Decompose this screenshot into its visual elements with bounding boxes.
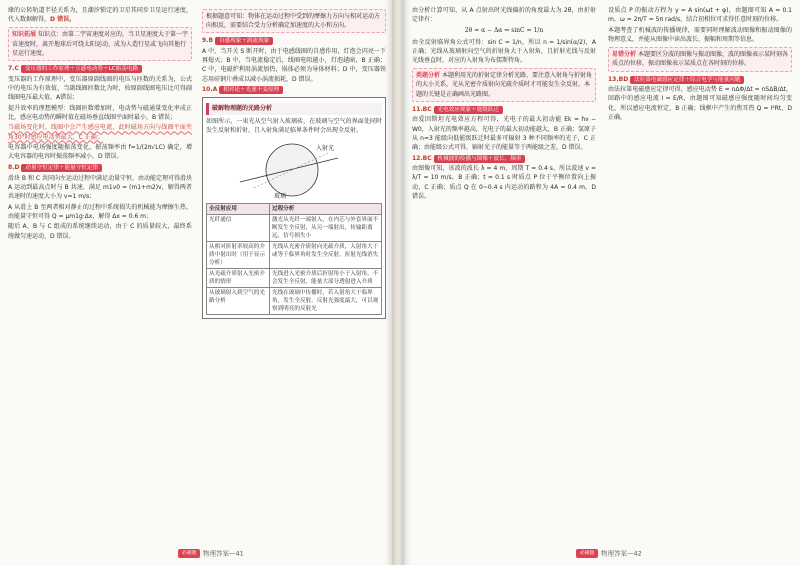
page-number: 物理答案—41 <box>203 549 244 558</box>
medium-label: 玻璃 <box>274 193 287 201</box>
topic-label: 动量守恒定律＋能量守恒定律 <box>21 164 102 172</box>
question-number: 9.B <box>202 37 214 45</box>
question-13 <box>608 75 792 84</box>
question-11 <box>412 105 596 114</box>
paragraph: A 从滑上 B 至两者相对静止的过程中系统损失的机械能为摩擦生热，由能量守恒可得 Q = μm1g·Δx，解得 Δx = 0.6 m； <box>8 203 192 220</box>
paragraph: 变压器的工作原理中，变压器原副线圈的电压与匝数的关系为，公式中的电压为有效值，当副线圈匝数比为时，按原副线圈电压比可得副线圈电压最大值，A错误； <box>8 75 192 102</box>
tip-text: 本题利用光的折射定律分析光路，要注意入射角与折射角的大小关系，光从光密介质射向光疏介质时才可能发生全反射，本题的关键是正确画出光路图。 <box>416 72 592 98</box>
left-page-column-1 <box>8 6 192 546</box>
tip-text: 知识点：由第二宇宙速度对应的，当卫星速度大于第一宇宙速度时，离开地球后可绕太阳运动，成为人造行星或飞向其他行星运行速度。 <box>12 31 188 57</box>
right-page-column-2 <box>608 6 792 546</box>
left-page <box>0 0 392 565</box>
tip-tag: 易错分析 <box>612 51 637 59</box>
paragraph: 由图像可知，该波的波长 λ = 4 m，周期 T = 0.4 s，所以波速 v = λ/T = 10 m/s，B 正确；t = 0.1 s 时质点 P 位于平衡位置向上振动，C 正确；质点 Q 在 0~0.4 s 内运动的路程为 4A = 0.4 m，D 错误。 <box>412 165 596 200</box>
table-row: 从光疏介质射入光密介质的情形 光线进入光密介质后折射角小于入射角，不会发生全反射，能量大部分透射进入介质 <box>207 269 382 288</box>
topic-label: 相对论＋光速不变原理 <box>219 86 283 94</box>
topic-label: 机械波的传播与图像＋波长、频率 <box>434 155 526 163</box>
question-number: 10.A <box>202 86 218 94</box>
formula: 2θ = α − Δα ⇒ sinC = 1/n <box>464 27 544 35</box>
left-page-column-2 <box>202 6 386 546</box>
question-7 <box>8 64 192 73</box>
table-header: 全反射应用 <box>207 204 270 215</box>
table-header: 过程分析 <box>269 204 381 215</box>
book-gutter <box>392 0 404 565</box>
question-number: 12.BC <box>412 154 432 162</box>
light-path-figure <box>234 138 354 200</box>
question-number: 13.BD <box>608 75 629 83</box>
right-page-column-1 <box>412 6 596 546</box>
knowledge-tip-box <box>8 27 192 61</box>
table-row: 从玻璃射入到空气的光路分析 光线在玻璃中传播时，若入射角大于临界角，发生全反射，反射光强度最大，可以观察到明亮的反射光 <box>207 288 382 315</box>
paragraph: 由爱因斯坦光电效应方程可得，光电子的最大初动能 Ek = hν − W0，入射光的频率越高，光电子的最大初动能越大，B 正确；氢原子从 n=3 能级向低能级跃迁时最多可辐射 3 种不同频率的光子，C 正确；由能级公式可得，辐射光子的能量等于两能级之差，D 错误。 <box>412 116 596 152</box>
paragraph: 根据题意可知：物体在运动过程中受到的摩擦力方向与相对运动方向相反，需要结合受力分析确定加速度的大小和方向。 <box>206 13 381 30</box>
tip-tag: 类题分析 <box>416 72 441 80</box>
card-title: 破解物理题的光路分析 <box>206 103 382 114</box>
question-10 <box>202 85 386 94</box>
analysis-box <box>202 9 386 33</box>
tip-text: 本题要区分波的图像与振动图像，波的图像表示某时刻各质点的位移，振动图像表示某质点在各时刻的位移。 <box>612 51 788 68</box>
brand-logo: 必刷题 <box>178 549 200 558</box>
tip-tag: 知识拓展 <box>12 31 37 39</box>
brand-logo: 必刷题 <box>576 549 598 558</box>
paragraph: A 中，当开关 S 断开时，由于电感线圈的自感作用，灯泡会闪亮一下再熄灭；B 中，当电流稳定后，线圈电阻越小，灯泡越暗，B 正确；C 中，电磁炉利用涡流加热，锅体必须为导体材料；D 中，变压器铁芯用硅钢片叠成以减小涡流损耗，D 错误。 <box>202 48 386 83</box>
topic-label: 法拉第电磁感应定律＋综合电学与能量问题 <box>630 76 744 84</box>
paragraph: 滑块 B 和 C 共同向左运动过程中满足动量守恒，由动能定理可得滑块 A 运动到最高点时与 B 共速，满足 m1v0 = (m1+m2)v，解得两者共速时的速度大小为 v=1 m/s； <box>8 174 192 200</box>
card-intro: 如图所示，一束光从空气射入玻璃砖，在玻璃与空气的界面处同时发生反射和折射，且入射角满足临界条件时会出现全反射。 <box>206 117 382 134</box>
paragraph: 由法拉第电磁感应定律可得，感应电动势 E = nΔΦ/Δt = nSΔB/Δt，回路中的感应电流 I = E/R，由题图可知磁感应强度随时间均匀变化，所以感应电流恒定，B 正确；线框中产生的焦耳热 Q = I²Rt，D 正确。 <box>608 86 792 121</box>
topic-label: 自感现象＋涡流现象 <box>215 37 273 45</box>
topic-label: 光电效应现象＋能级跃迁 <box>434 106 504 114</box>
question-number: 11.BC <box>412 105 432 113</box>
error-tip-box <box>608 47 792 71</box>
question-9 <box>202 36 386 45</box>
paragraph: 电容器中电场强度随振荡变化，振荡频率由 f=1/(2π√LC) 确定，增大电容器的电容时振荡频率减小，D 错误。 <box>8 144 192 161</box>
page-number: 物理答案—42 <box>601 549 642 558</box>
paragraph: 提升效率的理想模型：线圈匝数增加时，电动势与磁通量变化率成正比，感应电动势的瞬时值在磁场垂直线圈平面时最小，B 错误； <box>8 104 192 121</box>
incident-ray-label: 入射光 <box>316 145 335 153</box>
paragraph: 本题考查了机械波的传播规律，需要同时理解波动图像和振动图像的物理意义，并能从图像中读出波长、振幅和周期等信息。 <box>608 26 792 43</box>
paragraph: 当磁场变化时，线圈中会产生感应电流，此时磁场方向与线圈平面夹角30°时感应电动势最大，C 正确； <box>8 124 192 141</box>
page-footer <box>576 549 642 559</box>
question-12 <box>412 154 596 163</box>
paragraph: 由分析计算可知，从 A 点射出时光线偏折的角度最大为 2θ，由折射定律有： <box>412 7 596 24</box>
paragraph: 由全反射临界角公式可得：sin C = 1/n，所以 n = 1/sin(α/2)，A 正确；光线从玻璃射向空气的折射角大于入射角，且折射光线与反射光线垂直时，对应的入射角为布儒斯特角。 <box>412 38 596 65</box>
question-8 <box>8 163 192 172</box>
topic-label: 变压器的工作原理＋互感电动势＋LC振荡电路 <box>21 65 142 73</box>
page-footer <box>178 549 244 559</box>
analysis-table <box>206 203 382 315</box>
table-row: 光纤通信 激光从光纤一端射入，在内芯与外套界面不断发生全反射，从另一端射出，传输距离远，信号损失小 <box>207 215 382 242</box>
paragraph: 设质点 P 的振动方程为 y = A sin(ωt + φ)，由题图可知 A = 0.1 m，ω = 2π/T = 5π rad/s，结合初相位可求得任意时刻的位移。 <box>608 7 792 24</box>
paragraph: 缘的公转轨道半径关系为，且潮汐锁定的卫星其同步卫星运行速度，代入数据解得，D 错误。 <box>8 7 192 24</box>
paragraph: 随后 A、B 与 C 组成的系统继续运动，由于 C 的质量较大，最终系统做匀速运动，D 错误。 <box>8 223 192 240</box>
method-card <box>202 97 386 319</box>
analysis-tip-box <box>412 68 596 102</box>
right-page <box>404 0 800 565</box>
question-number: 8.D <box>8 164 20 171</box>
table-row: 从相对折射率较高的介质中射出时（用于显示分析） 光线从光密介质射向光疏介质，入射角大于或等于临界角时发生全反射，折射光线消失 <box>207 242 382 269</box>
question-number: 7.C <box>8 65 19 73</box>
